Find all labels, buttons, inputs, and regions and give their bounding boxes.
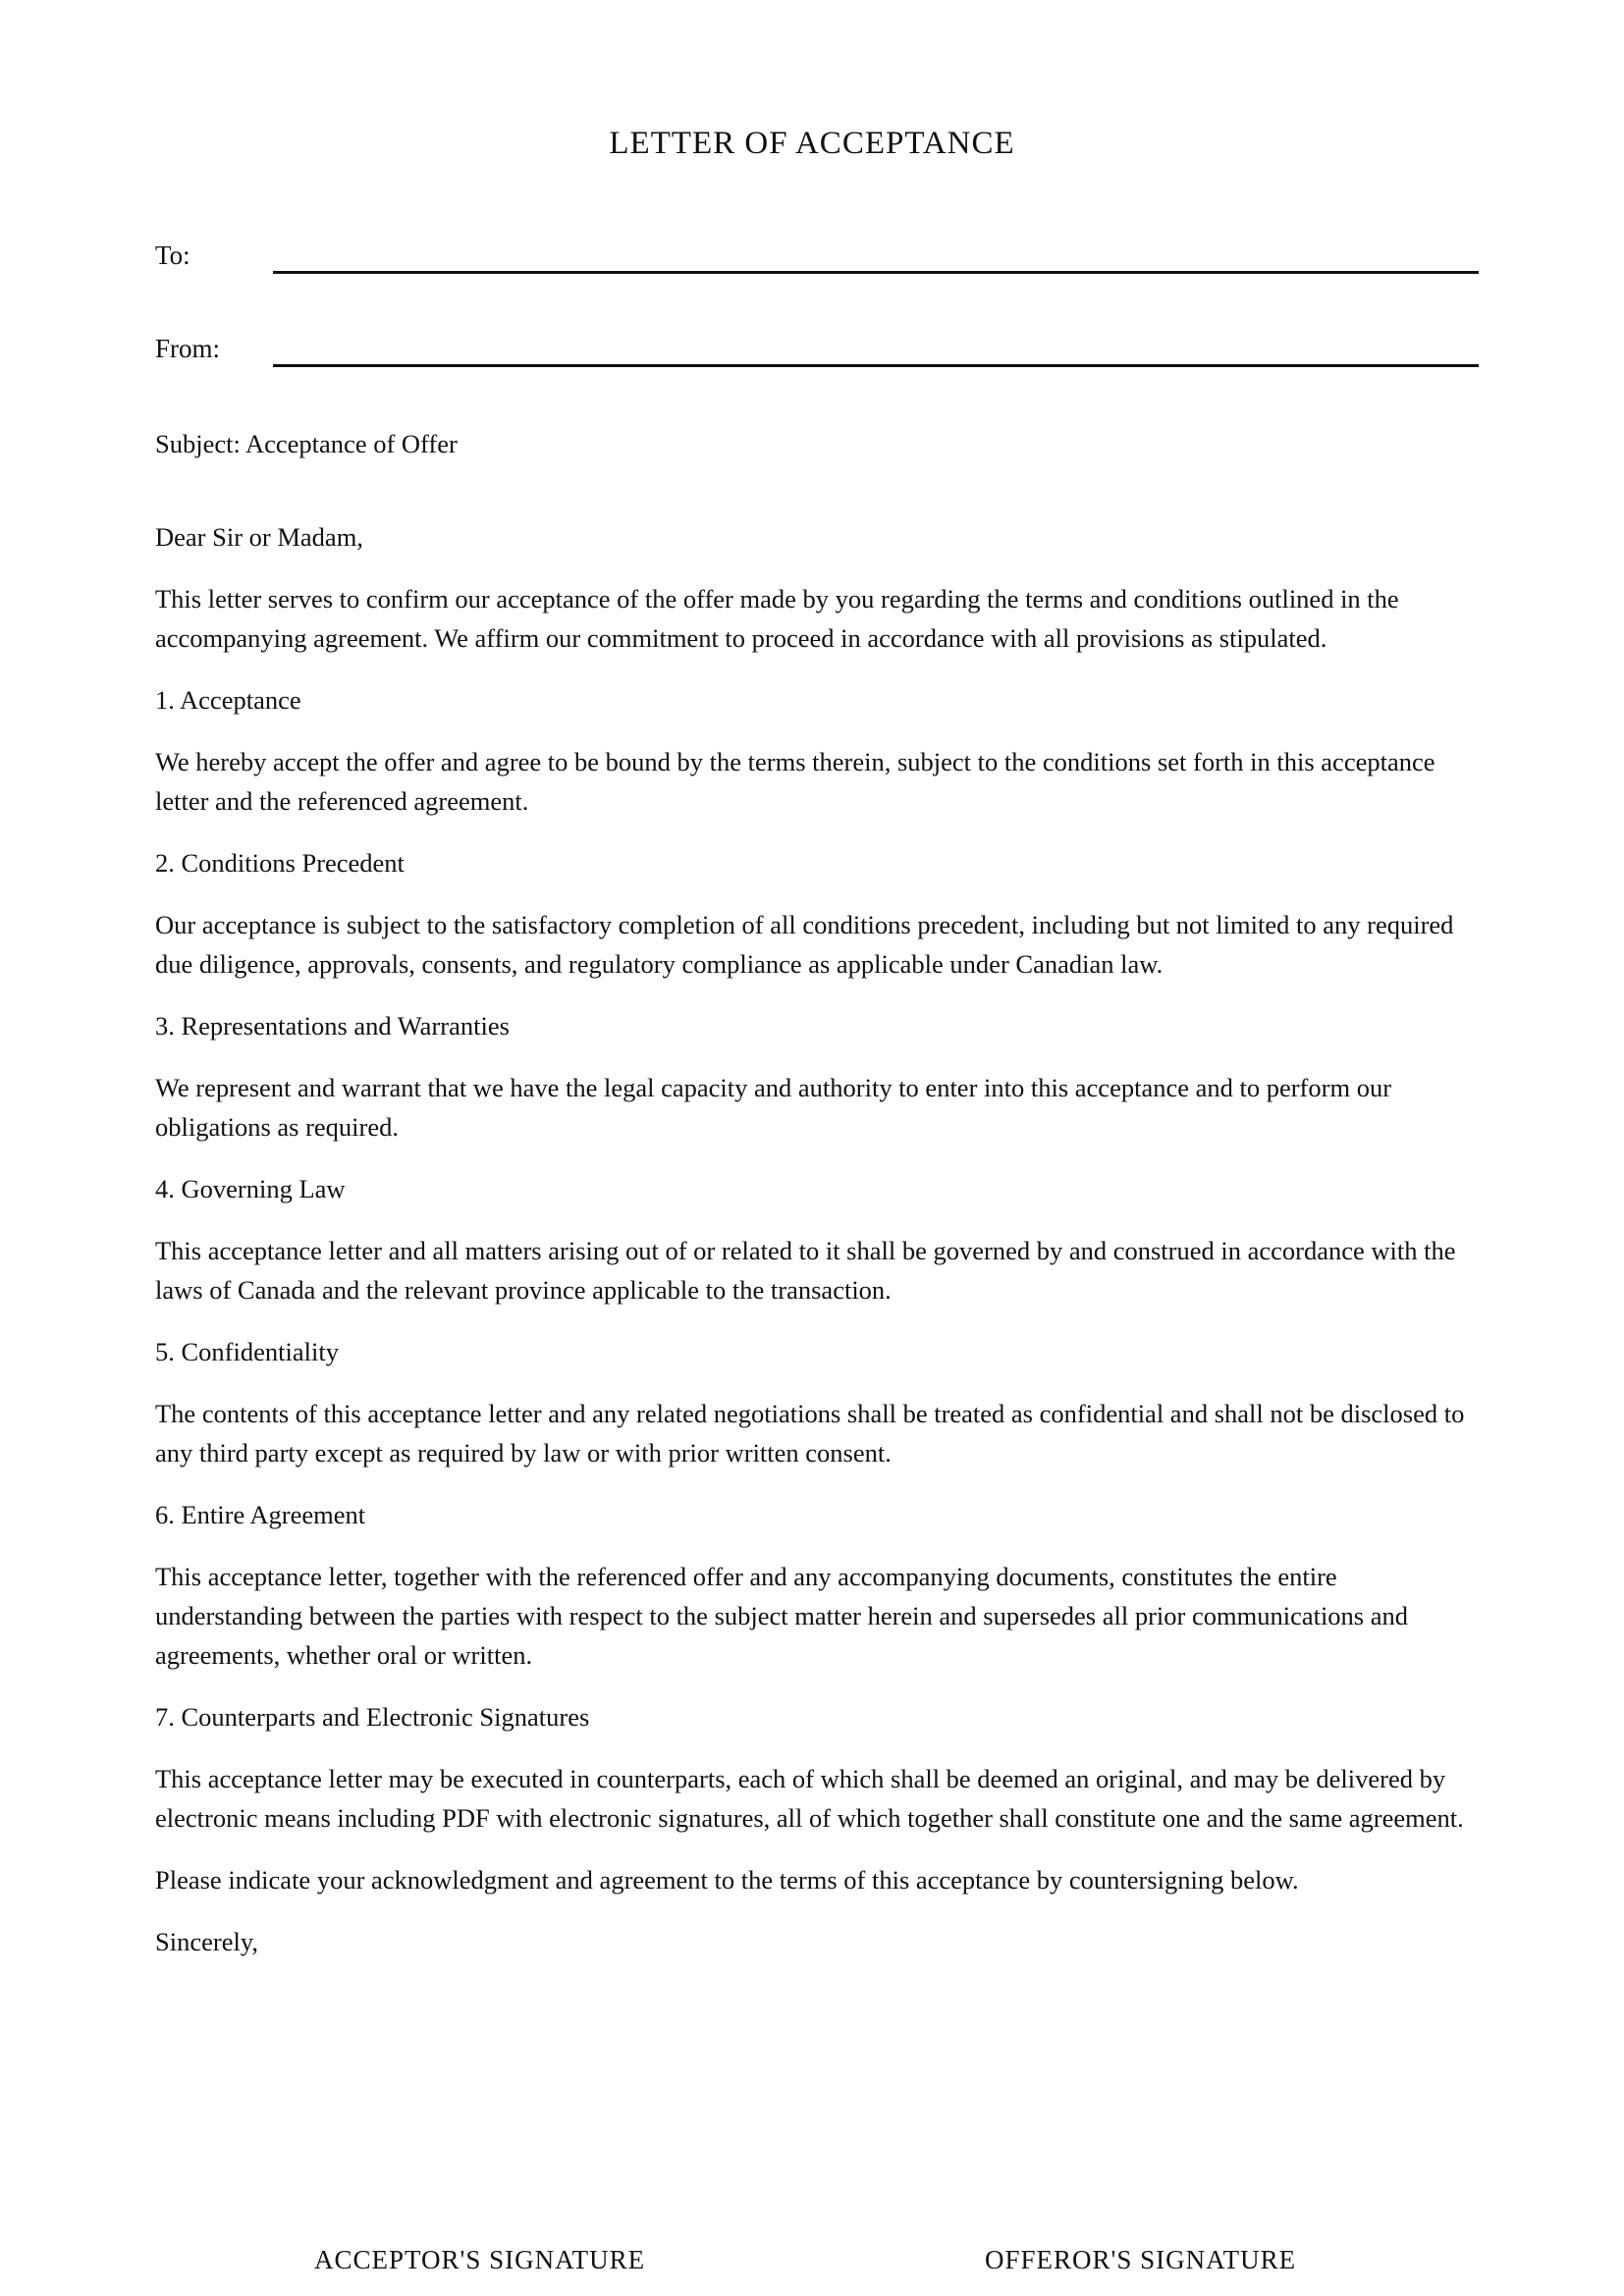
section-text: This acceptance letter may be executed in counterparts, each of which shall be deemed an original, and may be delivered by electronic means including PDF with electronic signatures, all of which together shall constitute one and the same agreement. [155,1764,1464,1833]
section-text: We hereby accept the offer and agree to be bound by the terms therein, subject to the conditions set forth in this acceptance letter and the referenced agreement. [155,747,1435,816]
section-heading: 1. Acceptance [155,685,301,715]
section-text: This acceptance letter, together with the referenced offer and any accompanying documents, constitutes the entire understanding between the parties with respect to the subject matter herein and supersedes all prior communications and agreements, whether oral or written. [155,1562,1409,1670]
salutation: Dear Sir or Madam, [155,522,363,552]
section-text: Our acceptance is subject to the satisfactory completion of all conditions precedent, including but not limited to any required due diligence, approvals, consents, and regulatory compliance as applicable under Canadian law. [155,910,1454,979]
section-heading: 7. Counterparts and Electronic Signatures [155,1702,590,1732]
section-heading: 4. Governing Law [155,1174,346,1203]
offeror-signature-label: OFFEROR'S SIGNATURE [985,2245,1297,2274]
closing-note: Please indicate your acknowledgment and agreement to the terms of this acceptance by countersigning below. [155,1865,1299,1895]
section-heading: 6. Entire Agreement [155,1500,366,1529]
from-blank-line [273,364,1479,367]
acceptor-signature-label: ACCEPTOR'S SIGNATURE [314,2245,646,2274]
section-heading: 5. Confidentiality [155,1337,339,1366]
section-heading: 2. Conditions Precedent [155,848,405,878]
from-label: From: [155,334,221,363]
section-text: We represent and warrant that we have the legal capacity and authority to enter into this acceptance and to perform our obligations as required. [155,1073,1392,1142]
section-heading: 3. Representations and Warranties [155,1011,510,1041]
to-blank-line [273,271,1479,274]
closing: Sincerely, [155,1927,258,1956]
to-label: To: [155,240,190,270]
letter-body [155,424,1483,1984]
to-field [155,236,1479,279]
subject-line: Subject: Acceptance of Offer [155,429,458,458]
section-text: The contents of this acceptance letter and any related negotiations shall be treated as confidential and shall not be disclosed to any third party except as required by law or with prior written consent. [155,1399,1465,1468]
from-field [155,329,1479,372]
intro-paragraph: This letter serves to confirm our acceptance of the offer made by you regarding the terms and conditions outlined in the accompanying agreement. We affirm our commitment to proceed in accordance with all provisions as stipulated. [155,584,1399,653]
document-title: LETTER OF ACCEPTANCE [609,126,1015,161]
section-text: This acceptance letter and all matters arising out of or related to it shall be governed by and construed in accordance with the laws of Canada and the relevant province applicable to the transaction. [155,1236,1456,1305]
